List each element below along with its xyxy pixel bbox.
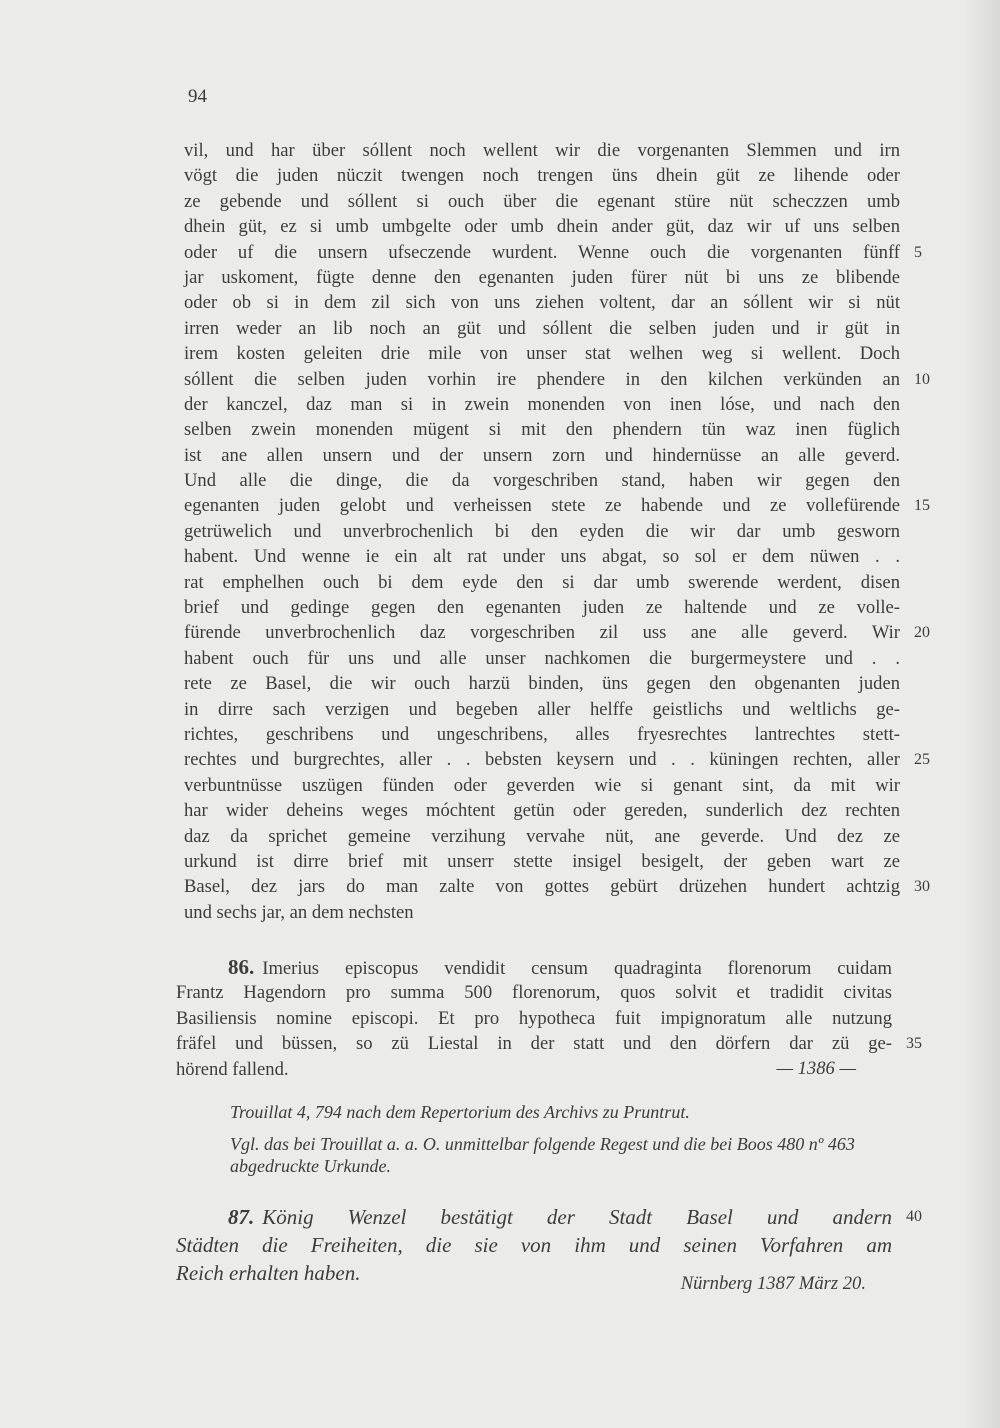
entry-87-text: Städten die Freiheiten, die sie von ihm und seinen Vorfahren am	[176, 1233, 892, 1257]
body-line	[184, 519, 904, 544]
body-text: fürende unverbrochenlich daz vorgeschriben zil uss ane alle geverd. Wir	[184, 622, 900, 644]
entry-86-line	[176, 1006, 896, 1031]
body-line-text	[184, 341, 900, 366]
body-text: irren weder an lib noch an güt und sóllent die selben juden und ir güt in	[184, 317, 900, 339]
entry-87-line	[176, 1231, 896, 1259]
body-line-text	[184, 747, 900, 772]
body-text: oder uf die unsern ufseczende wurdent. Wenne ouch die vorgenanten fünff	[184, 241, 900, 263]
body-line	[184, 367, 930, 392]
entry-87-line-text	[176, 1203, 892, 1231]
body-text: rechtes und burgrechtes, aller . . bebsten keysern und . . küningen rechten, aller	[184, 749, 900, 771]
body-line	[184, 189, 904, 214]
entry-86-text: hörend fallend.	[176, 1058, 289, 1080]
body-line	[184, 798, 904, 823]
line-number: 20	[914, 624, 930, 642]
entry-87-text: Reich erhalten haben.	[176, 1261, 361, 1285]
entry-86-line-text	[176, 955, 892, 981]
body-text: in dirre sach verzigen und begeben aller helffe geistlichs und weltlichs ge-	[184, 698, 900, 720]
body-line-text	[184, 570, 900, 595]
body-line-text	[184, 392, 900, 417]
body-text: vögt die juden nüczit twengen noch trengen üns dhein güt ze lihende oder	[184, 165, 900, 187]
entry-86-line	[176, 955, 896, 980]
body-line-text	[184, 671, 900, 696]
body-line-text	[184, 595, 900, 620]
body-line	[184, 138, 904, 163]
entry-87-number: 87.	[228, 1205, 255, 1229]
body-line-text	[184, 773, 900, 798]
entry-86-number: 86.	[228, 955, 255, 979]
body-line	[184, 240, 922, 265]
line-number: 25	[914, 751, 930, 769]
entry-87-text: König Wenzel bestätigt der Stadt Basel und andern	[262, 1205, 892, 1229]
body-text: ist ane allen unsern und der unsern zorn und hindernüsse an alle geverd.	[184, 444, 900, 466]
body-line-text	[184, 519, 900, 544]
line-number: 5	[914, 243, 922, 261]
body-line	[184, 417, 904, 442]
body-line-text	[184, 544, 900, 569]
line-number: 15	[914, 497, 930, 515]
body-line-text	[184, 493, 900, 518]
body-text: habent. Und wenne ie ein alt rat under uns abgat, so sol er dem nüwen . .	[184, 546, 900, 568]
entry-86-date-row	[176, 1056, 896, 1082]
body-line-text	[184, 163, 900, 188]
body-text: und sechs jar, an dem nechsten	[184, 901, 414, 923]
body-line	[184, 900, 904, 925]
body-line-text	[184, 620, 900, 645]
entry-87-line	[176, 1203, 922, 1231]
body-line	[184, 392, 904, 417]
body-text: der kanczel, daz man si in zwein monenden von inen lóse, und nach den	[184, 393, 900, 415]
body-line	[184, 468, 904, 493]
body-line	[184, 570, 904, 595]
body-line-text	[184, 443, 900, 468]
entry-86-text: Basiliensis nomine episcopi. Et pro hypotheca fuit impignoratum alle nutzung	[176, 1007, 892, 1029]
body-line-text	[184, 900, 900, 925]
entry-86-comparison-note: Vgl. das bei Trouillat a. a. O. unmittelbar folgende Regest und die bei Boos 480 nº 463 abgedruckte Urkunde.	[230, 1134, 855, 1176]
body-text: oder ob si in dem zil sich von uns ziehen voltent, dar an sóllent wir si nüt	[184, 292, 900, 314]
body-line	[184, 773, 904, 798]
entry-86	[176, 955, 922, 1082]
body-text: selben zwein monenden mügent si mit den phendern tün waz inen füglich	[184, 419, 900, 441]
body-line-text	[184, 290, 900, 315]
body-line-text	[184, 214, 900, 239]
body-text: ze gebende und sóllent si ouch über die egenant stüre nüt scheczzen umb	[184, 190, 900, 212]
entry-86-text: Frantz Hagendorn pro summa 500 florenorum, quos solvit et tradidit civitas	[176, 982, 892, 1004]
entry-86-line-text	[176, 1006, 892, 1031]
body-line-text	[184, 367, 900, 392]
line-number: 30	[914, 878, 930, 896]
line-number: 35	[906, 1035, 922, 1053]
body-line	[184, 316, 904, 341]
body-line-text	[184, 189, 900, 214]
body-text: daz da sprichet gemeine verzihung vervahe nüt, ane geverde. Und dez ze	[184, 825, 900, 847]
body-text: urkund ist dirre brief mit unserr stette insigel besigelt, der geben wart ze	[184, 850, 900, 872]
body-line	[184, 290, 904, 315]
body-text: richtes, geschribens und ungeschribens, alles fryesrechtes lantrechtes stett-	[184, 723, 900, 745]
body-line-text	[184, 468, 900, 493]
entry-86-text: Imerius episcopus vendidit censum quadraginta florenorum cuidam	[262, 958, 892, 979]
body-text: dhein güt, ez si umb umbgelte oder umb dhein ander güt, daz wir uf uns selben	[184, 216, 900, 238]
entry-86-text: fräfel und büssen, so zü Liestal in der statt und den dörfern dar zü ge-	[176, 1033, 892, 1055]
line-number: 40	[906, 1208, 922, 1225]
body-line-text	[184, 417, 900, 442]
body-line-text	[184, 798, 900, 823]
body-line-text	[184, 697, 900, 722]
body-text: egenanten juden gelobt und verheissen stete ze habende und ze vollefürende	[184, 495, 900, 517]
document-body	[184, 138, 930, 925]
entry-87-line-text	[176, 1231, 892, 1259]
body-text: sóllent die selben juden vorhin ire phendere in den kilchen verkünden an	[184, 368, 900, 390]
body-line	[184, 265, 904, 290]
entry-86-line-text	[176, 980, 892, 1005]
body-line-text	[184, 265, 900, 290]
page-edge-shadow	[964, 0, 1000, 1428]
body-line-text	[184, 646, 900, 671]
body-line-text	[184, 849, 900, 874]
body-line	[184, 646, 904, 671]
body-line	[184, 544, 904, 569]
body-line-text	[184, 874, 900, 899]
body-text: vil, und har über sóllent noch wellent wir die vorgenanten Slemmen und irn	[184, 140, 900, 161]
body-line-text	[184, 240, 900, 265]
body-line	[184, 620, 930, 645]
body-line	[184, 163, 904, 188]
body-line-text	[184, 824, 900, 849]
body-line	[184, 849, 904, 874]
body-line	[184, 595, 904, 620]
body-text: habent ouch für uns und alle unser nachkomen die burgermeystere und . .	[184, 647, 900, 669]
body-line	[184, 443, 904, 468]
body-line	[184, 824, 904, 849]
body-text: rat emphelhen ouch bi dem eyde den si dar umb swerende werdent, disen	[184, 571, 900, 593]
body-text: verbuntnüsse uszügen fünden oder geverden wie si genant sint, da mit wir	[184, 774, 900, 796]
body-text: har wider deheins weges móchtent getün oder gereden, sunderlich dez rechten	[184, 800, 900, 822]
body-line	[184, 722, 904, 747]
entry-86-line-text	[176, 1031, 892, 1056]
body-line-text	[184, 138, 900, 163]
body-line	[184, 671, 904, 696]
body-line	[184, 747, 930, 772]
entry-86-line	[176, 1031, 922, 1056]
body-line	[184, 697, 904, 722]
body-line	[184, 493, 930, 518]
body-line	[184, 214, 904, 239]
entry-87-place-date: Nürnberg 1387 März 20.	[680, 1273, 866, 1294]
entry-86-line	[176, 980, 896, 1005]
entry-87	[176, 1203, 922, 1294]
page-number: 94	[188, 86, 207, 107]
body-text: Basel, dez jars do man zalte von gottes gebürt drüzehen hundert achtzig	[184, 876, 900, 898]
body-text: irem kosten geleiten drie mile von unser stat welhen weg si wellent. Doch	[184, 343, 900, 365]
body-text: brief und gedinge gegen den egenanten juden ze haltende und ze volle-	[184, 597, 900, 619]
body-text: rete ze Basel, die wir ouch harzü binden, üns gegen den obgenanten juden	[184, 673, 900, 695]
entry-86-date: — 1386 —	[776, 1057, 856, 1079]
line-number: 10	[914, 370, 930, 388]
body-text: jar uskoment, fügte denne den egenanten juden fürer nüt bi uns ze blibende	[184, 266, 900, 288]
entry-86-source-note: Trouillat 4, 794 nach dem Repertorium des Archivs zu Pruntrut.	[230, 1102, 690, 1122]
body-line-text	[184, 722, 900, 747]
body-line	[184, 341, 904, 366]
body-line	[184, 874, 930, 899]
body-text: getrüwelich und unverbrochenlich bi den eyden die wir dar umb gesworn	[184, 520, 900, 542]
body-line-text	[184, 316, 900, 341]
body-text: Und alle die dinge, die da vorgeschriben stand, haben wir gegen den	[184, 470, 900, 492]
